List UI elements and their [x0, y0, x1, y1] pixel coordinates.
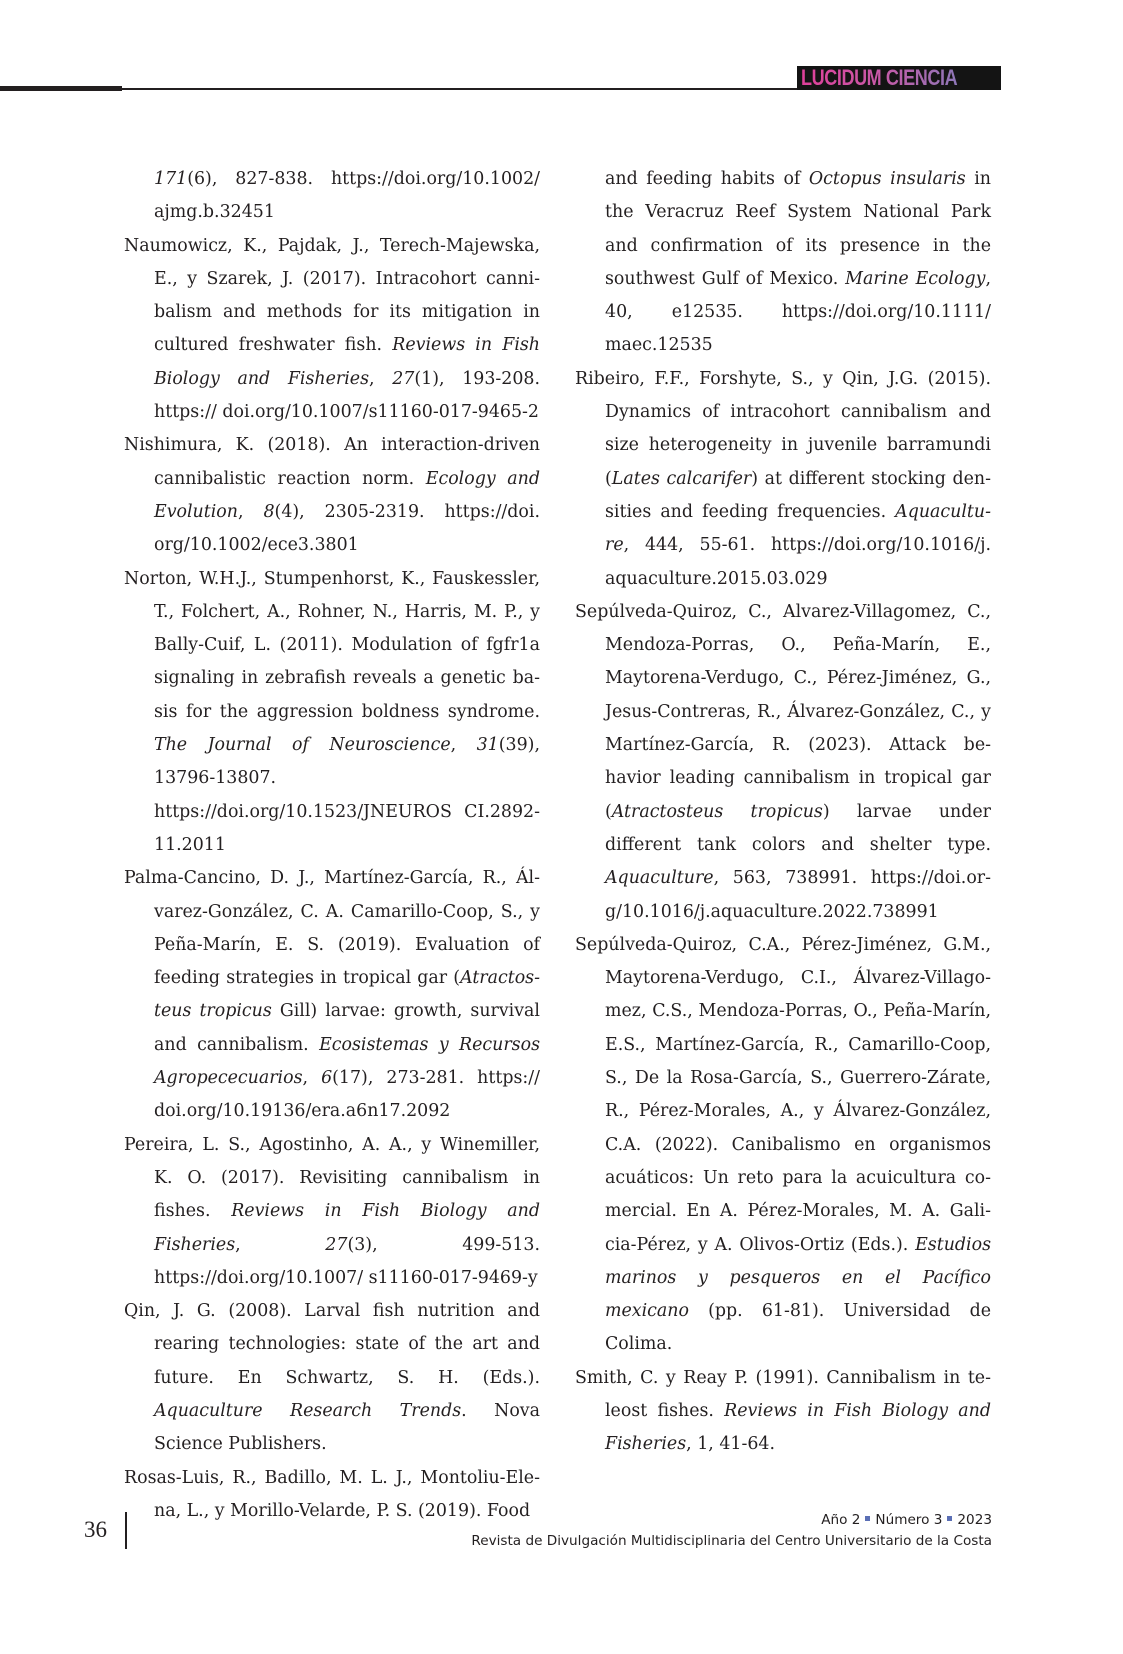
square-bullet-icon	[947, 1516, 952, 1521]
references-column-left	[124, 163, 540, 1528]
reference-entry: Smith, C. y Reay P. (1991). Cannibalism in teleost fishes. Reviews in Fish Biology and Fisheries, 1, 41-64.	[575, 1367, 991, 1455]
page-number: 36	[84, 1517, 107, 1542]
reference-entry-continued: 171(6), 827-838. https://doi.org/10.1002/ ajmg.b.32451	[154, 169, 540, 223]
header-rule-accent	[0, 86, 122, 91]
reference-entry: Sepúlveda-Quiroz, C.A., Pérez-Jiménez, G.M., Maytorena-Verdugo, C.I., Álvarez-Villagomez, C.S., Mendoza-Porras, O., Peña-Marín, E.S., Martínez-García, R., Camarillo-Coop, S., De la Rosa-García, S., Guerrero-Zárate, R., Pérez-Morales, A., y Álvarez-González, C.A. (2022). Canibalismo en organismos acuáticos: Un reto para la acuicultura comercial. En A. Pérez-Morales, M. A. Galicia-Pérez, y A. Olivos-Ortiz (Eds.). Estudios marinos y pesqueros en el Pacífico mexicano (pp. 61-81). Universidad de Colima.	[575, 934, 991, 1355]
journal-logo	[797, 66, 1001, 90]
reference-entry: Rosas-Luis, R., Badillo, M. L. J., Montoliu-Elena, L., y Morillo-Velarde, P. S. (2019). Food	[124, 1467, 540, 1521]
reference-entry: Nishimura, K. (2018). An interaction-driven cannibalistic reaction norm. Ecology and Evolution, 8(4), 2305-2319. https://doi. org/10.1002/ece3.3801	[124, 435, 540, 556]
reference-entry: Naumowicz, K., Pajdak, J., Terech-Majewska, E., y Szarek, J. (2017). Intracohort cannibalism and methods for its mitigation in cultured freshwater fish. Reviews in Fish Biology and Fisheries, 27(1), 193-208. https:// doi.org/10.1007/s11160-017-9465-2	[124, 235, 541, 423]
footer-divider	[125, 1512, 127, 1549]
issue-year: 2023	[957, 1512, 992, 1528]
journal-name: Revista de Divulgación Multidisciplinaria del Centro Universitario de la Costa	[471, 1533, 992, 1549]
footer-info	[471, 1510, 992, 1552]
reference-entry: Qin, J. G. (2008). Larval fish nutrition and rearing technologies: state of the art and future. En Schwartz, S. H. (Eds.). Aquaculture Research Trends. Nova Science Publishers.	[124, 1301, 540, 1455]
issue-number-label: Número 3	[875, 1512, 943, 1528]
issue-year-label: Año 2	[821, 1512, 861, 1528]
reference-entry: Ribeiro, F.F., Forshyte, S., y Qin, J.G. (2015). Dynamics of intracohort cannibalism and size heterogeneity in juvenile barramundi (Lates calcarifer) at different stocking densities and feeding frequencies. Aquaculture, 444, 55-61. https://doi.org/10.1016/j. aquaculture.2015.03.029	[575, 368, 991, 589]
references-column-right	[575, 163, 991, 1462]
reference-entry: Norton, W.H.J., Stumpenhorst, K., Fauskessler, T., Folchert, A., Rohner, N., Harris, M. P., y Bally-Cuif, L. (2011). Modulation of fgfr1a signaling in zebrafish reveals a genetic basis for the aggression boldness syndrome. The Journal of Neuroscience, 31(39), 13796-13807. https://doi.org/10.1523/JNEUROS CI.2892-11.2011	[124, 568, 540, 855]
journal-logo-text: LUCIDUM CIENCIA	[801, 66, 962, 90]
reference-entry: Sepúlveda-Quiroz, C., Alvarez-Villagomez, C., Mendoza-Porras, O., Peña-Marín, E., Maytorena-Verdugo, C., Pérez-Jiménez, G., Jesus-Contreras, R., Álvarez-González, C., y Martínez-García, R. (2023). Attack behavior leading cannibalism in tropical gar (Atractosteus tropicus) larvae under different tank colors and shelter type. Aquaculture, 563, 738991. https://doi.org/10.1016/j.aquaculture.2022.738991	[575, 601, 991, 922]
issue-line	[471, 1510, 992, 1531]
reference-entry: Palma-Cancino, D. J., Martínez-García, R., Álvarez-González, C. A. Camarillo-Coop, S., y Peña-Marín, E. S. (2019). Evaluation of feeding strategies in tropical gar (Atractosteus tropicus Gill) larvae: growth, survival and cannibalism. Ecosistemas y Recursos Agropececuarios, 6(17), 273-281. https:// doi.org/10.19136/era.a6n17.2092	[124, 868, 540, 1122]
reference-entry: Pereira, L. S., Agostinho, A. A., y Winemiller, K. O. (2017). Revisiting cannibalism in fishes. Reviews in Fish Biology and Fisheries, 27(3), 499-513. https://doi.org/10.1007/ s11160-017-9469-y	[124, 1134, 541, 1288]
square-bullet-icon	[865, 1516, 870, 1521]
reference-entry-continued: and feeding habits of Octopus insularis in the Veracruz Reef System National Park and confirmation of its presence in the southwest Gulf of Mexico. Marine Ecology, 40, e12535. https://doi.org/10.1111/ maec.12535	[605, 169, 991, 356]
